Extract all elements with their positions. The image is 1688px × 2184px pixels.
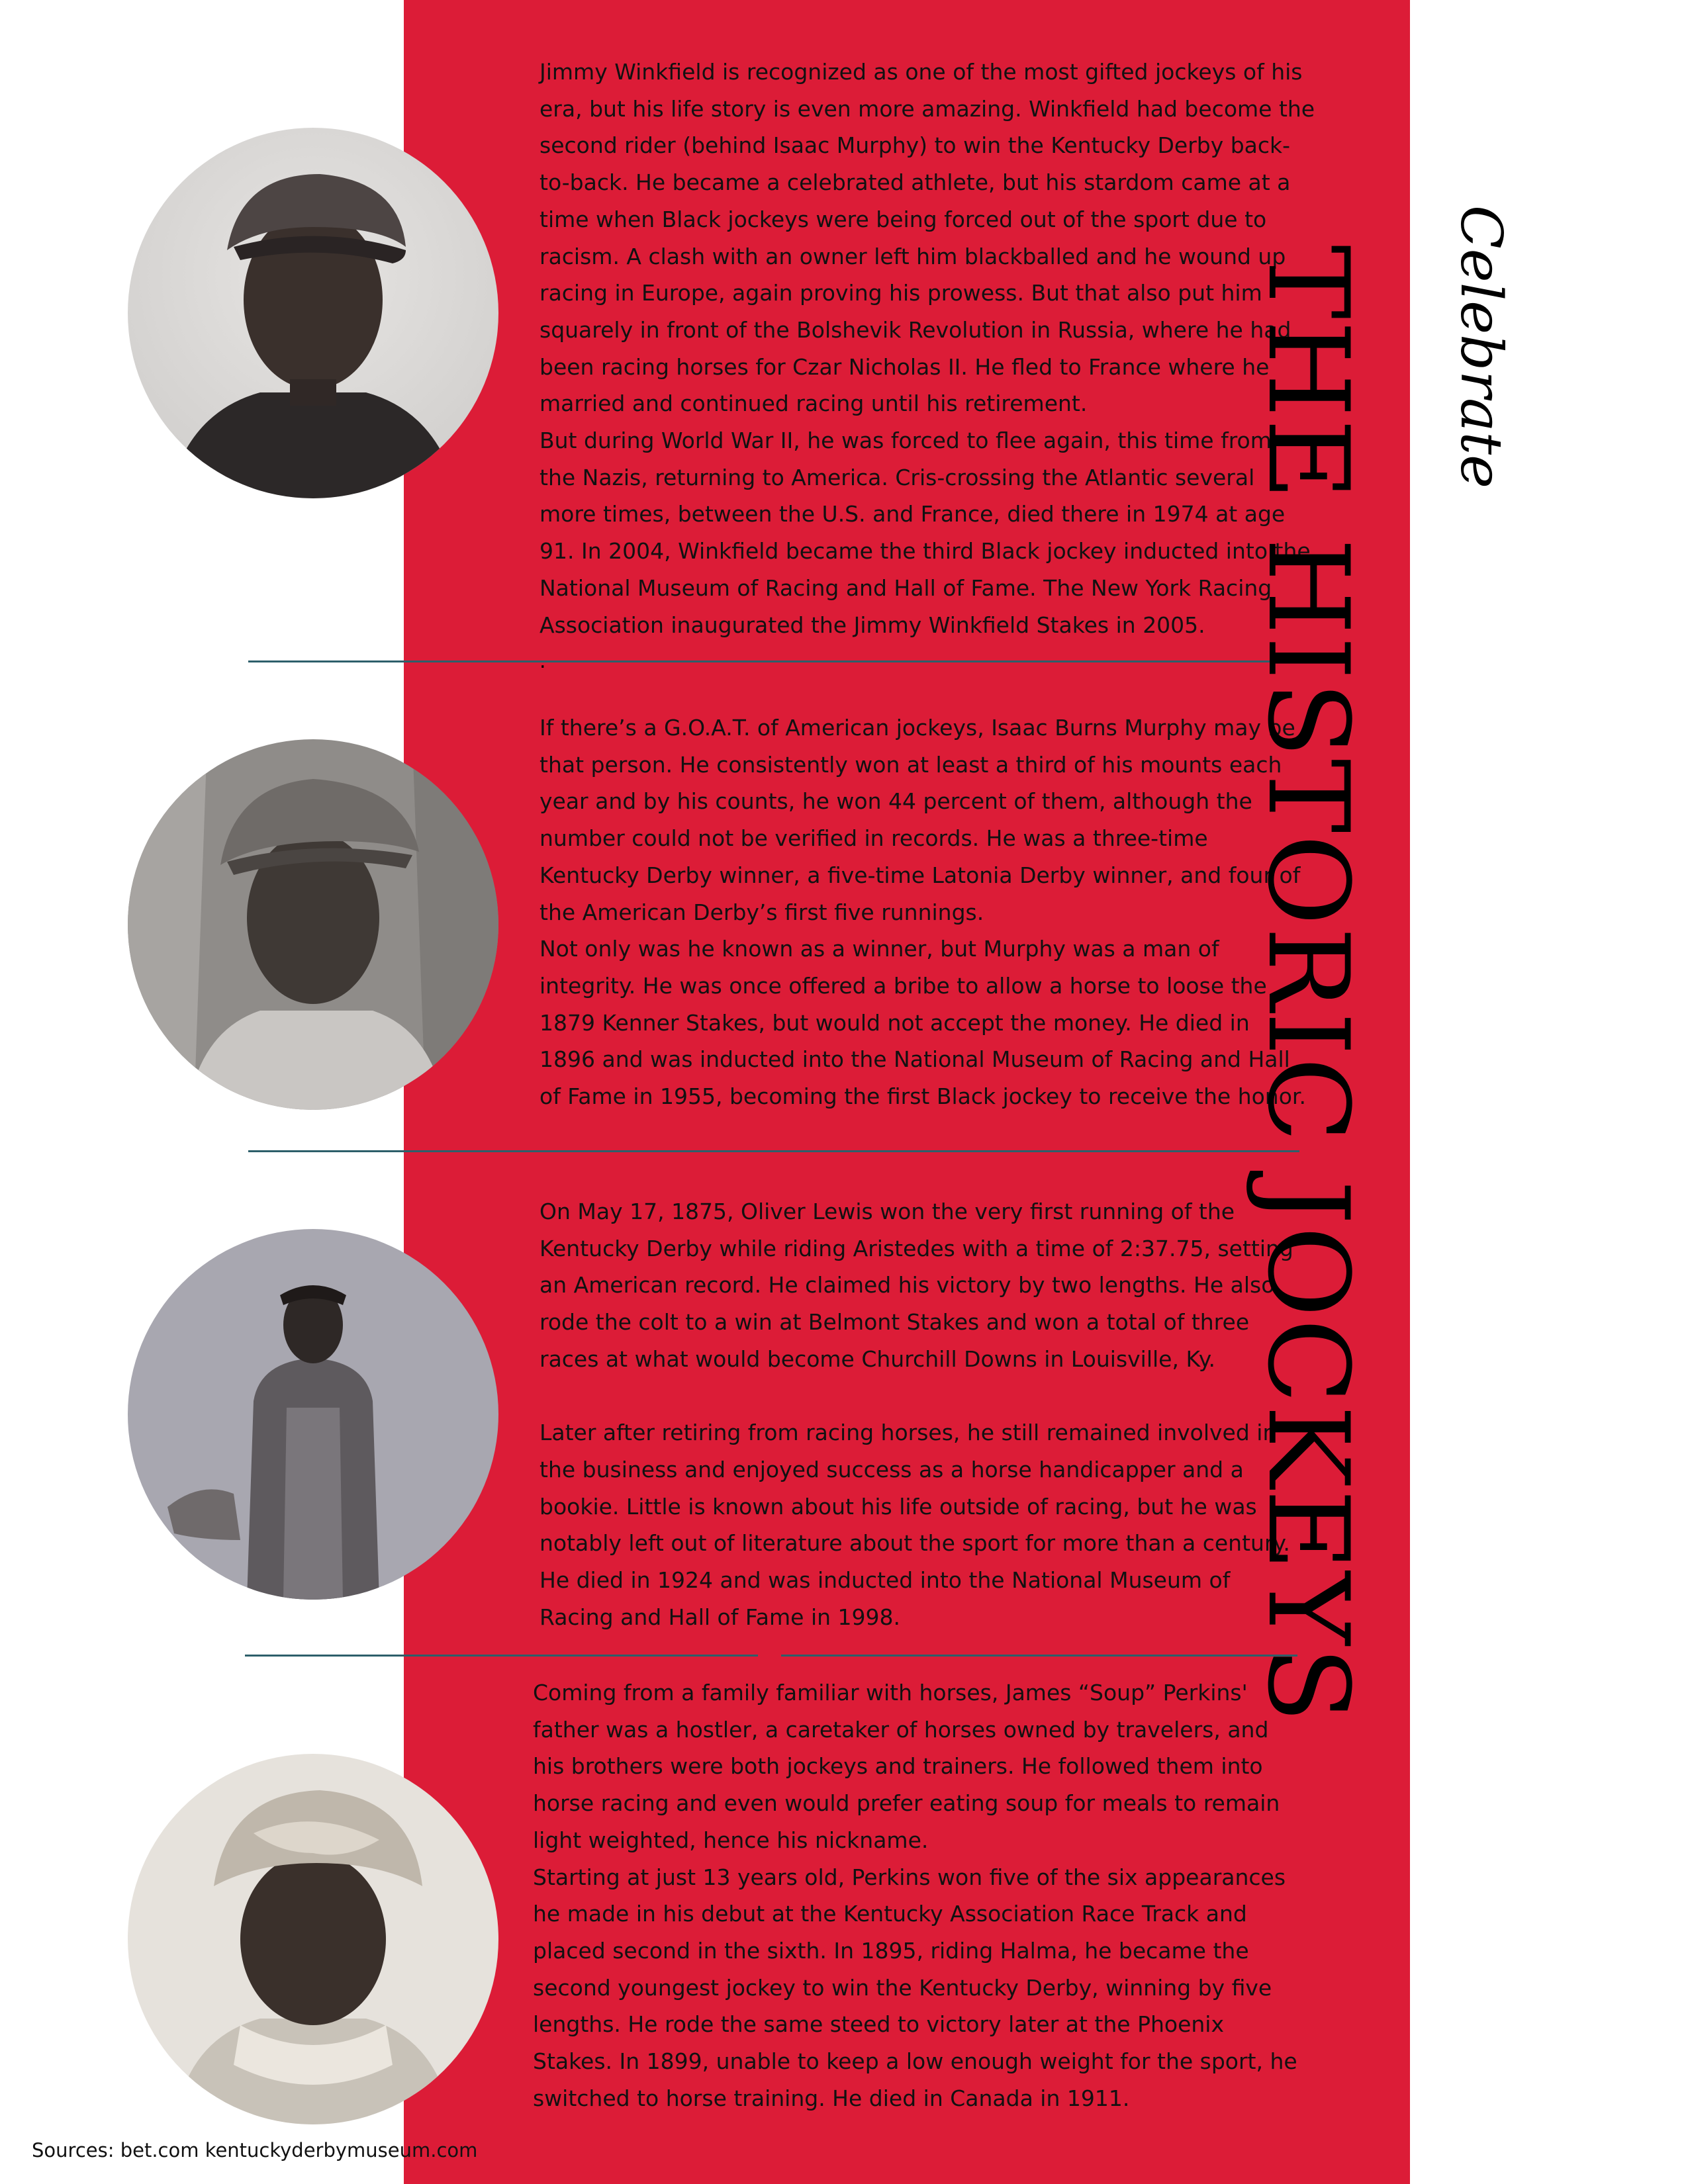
portrait-james-perkins xyxy=(128,1754,498,2124)
portrait-jimmy-winkfield xyxy=(128,128,498,498)
section-divider xyxy=(248,1150,1299,1152)
bio-oliver-lewis: On May 17, 1875, Oliver Lewis won the very first running of the Kentucky Derby while riding Aristedes with a time of 2:37.75, setting an American record. He claimed his victory by two lengths. He also rode the colt to a win at Belmont Stakes and won a total of three races at what would become Churchill Downs in Louisville, Ky. Later after retiring from racing horses, he still remained involved in the business and enjoyed success as a horse handicapper and a bookie. Little is known about his life outside of racing, but he was notably left out of literature about the sport for more than a century. He died in 1924 and was inducted into the National Museum of Racing and Hall of Fame in 1998. xyxy=(539,1199,1293,1630)
title-script-celebrate: Celebrate xyxy=(1448,205,1514,488)
section-divider xyxy=(245,1655,758,1657)
section-divider xyxy=(781,1655,1297,1657)
bio-isaac-murphy: If there’s a G.O.A.T. of American jockeys, Isaac Burns Murphy may be that person. He consistently won at least a third of his mounts each year and by his counts, he won 44 percent of them, although the number could not be verified in records. He was a three-time Kentucky Derby winner, a five-time Latonia Derby winner, and four of the American Derby’s first five runnings. Not only was he known as a winner, but Murphy was a man of integrity. He was once offered a bribe to allow a horse to loose the 1879 Kenner Stakes, but would not accept the money. He died in 1896 and was inducted into the National Museum of Racing and Hall of Fame in 1955, becoming the first Black jockey to receive the honor. xyxy=(539,715,1306,1110)
page-title: THE HISTORIC JOCKEYS xyxy=(1243,245,1373,1724)
portrait-oliver-lewis xyxy=(128,1229,498,1600)
portrait-isaac-murphy xyxy=(128,739,498,1110)
bio-james-perkins: Coming from a family familiar with horses, James “Soup” Perkins' father was a hostler, a caretaker of horses owned by travelers, and his brothers were both jockeys and trainers. He followed them into horse racing and even would prefer eating soup for meals to remain light weighted, hence his nickname. Starting at just 13 years old, Perkins won five of the six appearances he made in his debut at the Kentucky Association Race Track and placed second in the sixth. In 1895, riding Halma, he became the second youngest jockey to win the Kentucky Derby, winning by five lengths. He rode the same steed to victory later at the Phoenix Stakes. In 1899, unable to keep a low enough weight for the sport, he switched to horse training. He died in Canada in 1911. xyxy=(533,1680,1297,2111)
sources-credit: Sources: bet.com kentuckyderbymuseum.com xyxy=(32,2139,478,2161)
section-divider xyxy=(248,660,1299,662)
bio-jimmy-winkfield: Jimmy Winkfield is recognized as one of the most gifted jockeys of his era, but his life story is even more amazing. Winkfield had become the second rider (behind Isaac Murphy) to win the Kentucky Derby back- to-back. He became a celebrated athlete, but his stardom came at a time when Black jockeys were being forced out of the sport due to racism. A clash with an owner left him blackballed and he wound up racing in Europe, again proving his prowess. But that also put him squarely in front of the Bolshevik Revolution in Russia, where he had been racing horses for Czar Nicholas II. He fled to France where he married and continued racing until his retirement. But during World War II, he was forced to flee again, this time from the Nazis, returning to America. Cris-crossing the Atlantic several more times, between the U.S. and France, died there in 1974 at age 91. In 2004, Winkfield became the third Black jockey inducted into the National Museum of Racing and Hall of Fame. The New York Racing Association inaugurated the Jimmy Winkfield Stakes in 2005. xyxy=(539,59,1315,638)
